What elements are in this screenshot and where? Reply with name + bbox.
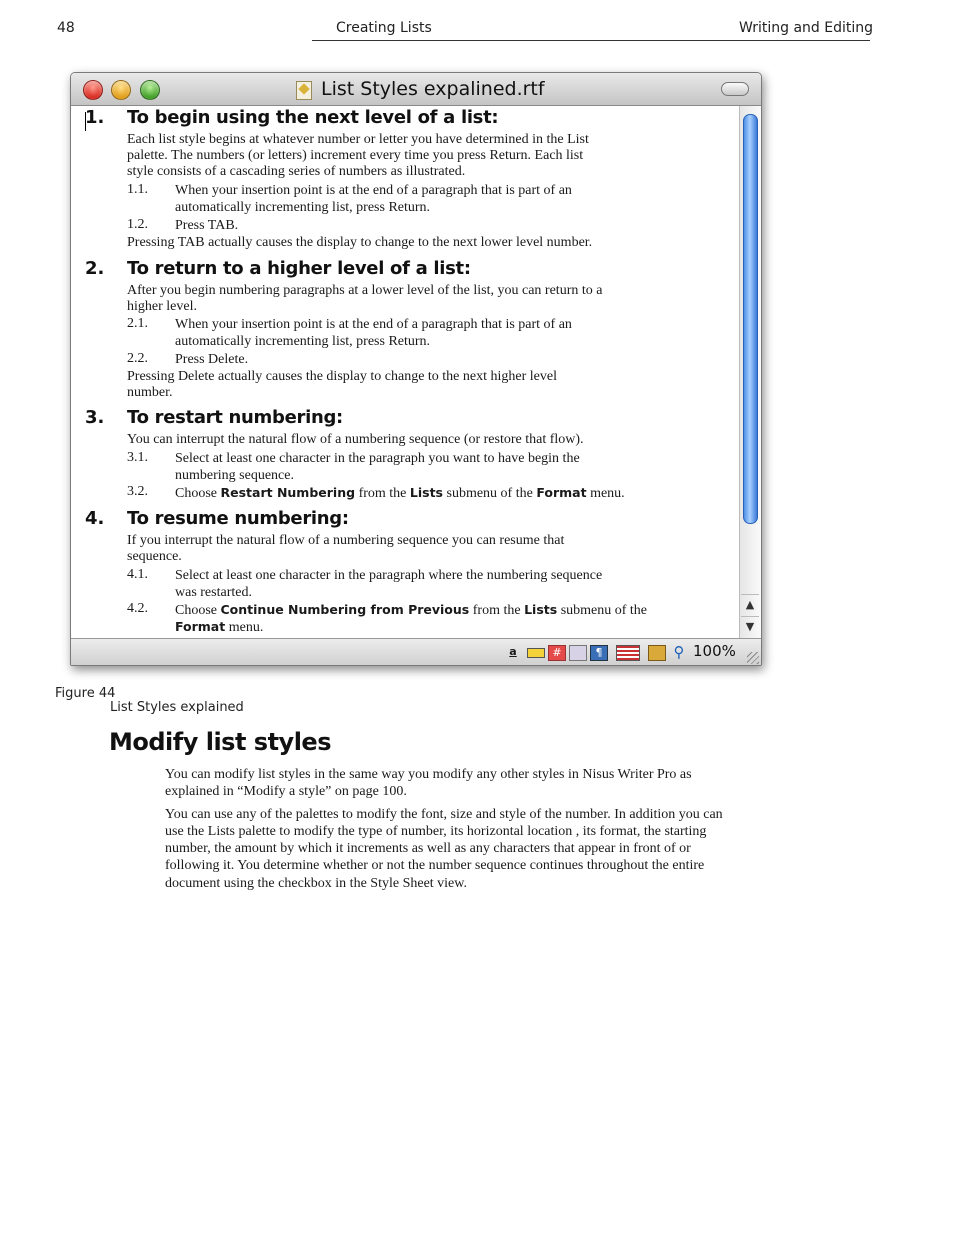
paragraph-line: Pressing TAB actually causes the display to change to the next lower level number. <box>127 235 593 250</box>
paragraph-line: higher level. <box>127 299 197 314</box>
header-rule <box>312 40 870 41</box>
resize-grip-icon[interactable] <box>747 652 759 664</box>
clipboard-icon[interactable] <box>648 645 666 661</box>
sub-item-number: 3.2. <box>127 484 148 499</box>
character-icon[interactable]: a <box>509 645 517 658</box>
text-run: menu. <box>586 486 625 501</box>
language-flag-icon[interactable] <box>616 645 640 661</box>
sub-item-number: 1.2. <box>127 217 148 232</box>
scroll-down-arrow-icon[interactable]: ▼ <box>741 616 759 637</box>
submenu-name: Lists <box>409 485 443 500</box>
figure-caption: List Styles explained <box>110 700 244 715</box>
page-view-icon[interactable] <box>569 645 587 661</box>
sub-item-line: was restarted. <box>175 585 252 600</box>
sub-item-line: Select at least one character in the paragraph you want to have begin the <box>175 451 580 466</box>
close-button[interactable] <box>83 80 103 100</box>
zoom-level[interactable]: 100% <box>693 642 736 660</box>
list-item-number: 1. <box>85 107 105 128</box>
list-item-number: 4. <box>85 508 105 529</box>
body-line: explained in “Modify a style” on page 100. <box>165 784 407 799</box>
document-window-screenshot <box>70 72 762 666</box>
paragraph-line: If you interrupt the natural flow of a numbering sequence you can resume that <box>127 533 565 548</box>
page-number: 48 <box>57 20 75 36</box>
sub-item-number: 4.2. <box>127 601 148 616</box>
paragraph-line: palette. The numbers (or letters) increment every time you press Return. Each list <box>127 148 584 163</box>
sub-item-line: numbering sequence. <box>175 468 294 483</box>
sub-item-number: 4.1. <box>127 567 148 582</box>
paragraph-line: sequence. <box>127 549 182 564</box>
text-run: submenu of the <box>557 603 648 618</box>
document-proxy-icon[interactable] <box>296 81 312 100</box>
sub-item-line <box>175 618 723 636</box>
paragraph-line: You can interrupt the natural flow of a numbering sequence (or restore that flow). <box>127 432 584 447</box>
zoom-button[interactable] <box>140 80 160 100</box>
toolbar-toggle-button[interactable] <box>721 82 749 96</box>
body-line: document using the checkbox in the Style Sheet view. <box>165 876 467 891</box>
magnifier-icon[interactable]: ⚲ <box>673 643 685 661</box>
text-run: from the <box>355 486 410 501</box>
body-line: following it. You determine whether or not the number sequence continues throughout the entire <box>165 858 705 873</box>
body-line: You can use any of the palettes to modify the font, size and style of the number. In addition you can <box>165 807 723 822</box>
list-item-heading: To return to a higher level of a list: <box>127 258 471 279</box>
sub-item-number: 2.2. <box>127 351 148 366</box>
list-item-number: 2. <box>85 258 105 279</box>
sub-item-number: 1.1. <box>127 182 148 197</box>
body-line: use the Lists palette to modify the type of number, its horizontal location , its format, the starting <box>165 824 707 839</box>
list-item-heading: To restart numbering: <box>127 407 343 428</box>
vertical-scrollbar[interactable] <box>739 106 761 638</box>
sub-item-line: automatically incrementing list, press Return. <box>175 334 431 349</box>
sub-item-line: Press TAB. <box>175 218 239 233</box>
sub-item-number: 2.1. <box>127 316 148 331</box>
ruler-icon[interactable] <box>527 648 545 658</box>
submenu-name: Lists <box>524 602 558 617</box>
list-item-heading: To begin using the next level of a list: <box>127 107 499 128</box>
paragraph-line: Each list style begins at whatever number or letter you have determined in the List <box>127 132 589 147</box>
sub-item-line: Press Delete. <box>175 352 249 367</box>
document-content[interactable] <box>71 106 739 638</box>
text-run: menu. <box>225 620 264 635</box>
status-bar <box>71 638 761 666</box>
text-run: submenu of the <box>443 486 537 501</box>
window-title: List Styles expalined.rtf <box>321 78 545 100</box>
menu-command-name: Restart Numbering <box>220 485 356 500</box>
menu-command-name: Continue Numbering from Previous <box>220 602 470 617</box>
sub-item-line: automatically incrementing list, press Return. <box>175 200 431 215</box>
scroll-thumb[interactable] <box>743 114 758 524</box>
paragraph-icon[interactable]: ¶ <box>590 645 608 661</box>
running-header-section: Writing and Editing <box>739 20 873 36</box>
list-item-number: 3. <box>85 407 105 428</box>
sub-item-number: 3.1. <box>127 450 148 465</box>
sub-item-line: When your insertion point is at the end of a paragraph that is part of an <box>175 183 572 198</box>
figure-label: Figure 44 <box>55 686 116 701</box>
list-item-heading: To resume numbering: <box>127 508 349 529</box>
text-run: Choose <box>175 486 221 501</box>
section-heading: Modify list styles <box>109 728 331 756</box>
sub-item-line: When your insertion point is at the end of a paragraph that is part of an <box>175 317 572 332</box>
scroll-up-arrow-icon[interactable]: ▲ <box>741 594 759 615</box>
running-header-chapter: Creating Lists <box>336 20 432 36</box>
menu-name: Format <box>175 619 226 634</box>
body-line: You can modify list styles in the same way you modify any other styles in Nisus Writer Pro as <box>165 767 692 782</box>
body-line: number, the amount by which it increments as well as any characters that appear in front of or <box>165 841 691 856</box>
paragraph-line: number. <box>127 385 173 400</box>
menu-name: Format <box>536 485 587 500</box>
window-titlebar[interactable] <box>71 73 761 106</box>
grid-icon[interactable]: # <box>548 645 566 661</box>
sub-item-line: Select at least one character in the paragraph where the numbering sequence <box>175 568 603 583</box>
text-run: Choose <box>175 603 221 618</box>
minimize-button[interactable] <box>111 80 131 100</box>
paragraph-line: Pressing Delete actually causes the display to change to the next higher level <box>127 369 557 384</box>
sub-item-line <box>175 484 723 502</box>
paragraph-line: style consists of a cascading series of numbers as illustrated. <box>127 164 466 179</box>
paragraph-line: After you begin numbering paragraphs at a lower level of the list, you can return to a <box>127 283 603 298</box>
sub-item-line <box>175 601 723 619</box>
text-run: from the <box>469 603 525 618</box>
